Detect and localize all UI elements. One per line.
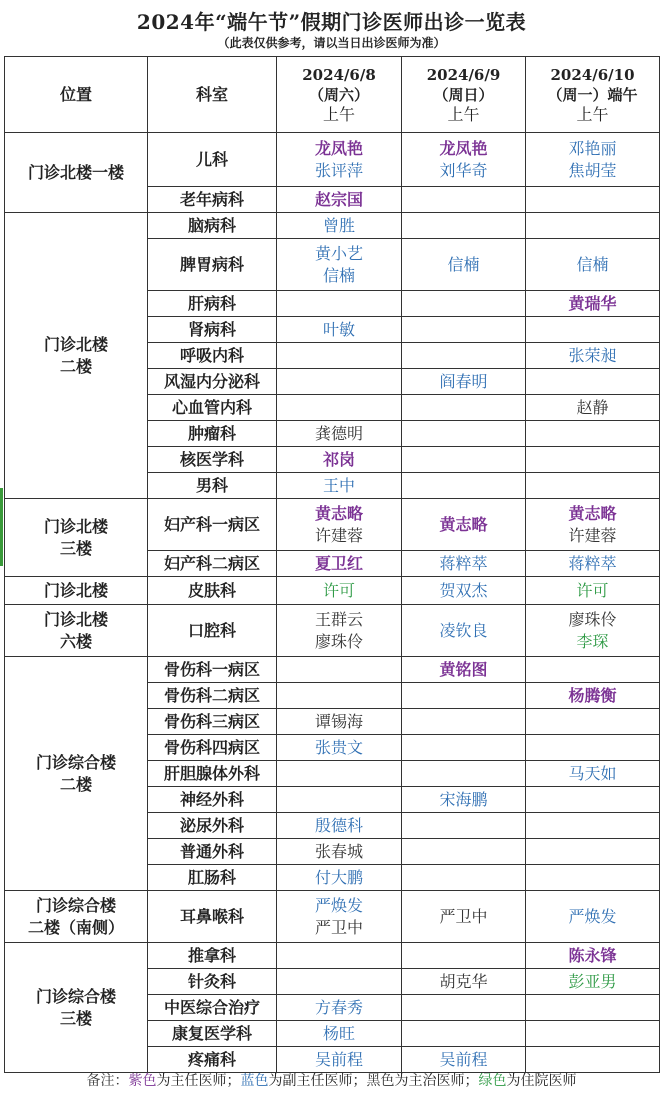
doctor-name: 吴前程 [439,1049,488,1069]
department-cell: 普通外科 [148,839,277,865]
table-row [5,133,660,187]
doctor-cell-day-3 [526,683,660,709]
doctor-cell-day-3 [526,995,660,1021]
doctor-cell-day-2 [402,213,526,239]
department-cell: 针灸科 [148,969,277,995]
legend-black-text: 为主治医师； [394,1073,479,1089]
date-label: 2024/6/10 [550,65,635,84]
doctor-name: 夏卫红 [314,553,363,573]
department-cell: 风湿内分泌科 [148,369,277,395]
location-line: 二楼 [59,356,92,376]
doctor-name: 黄小艺 [314,243,363,263]
doctor-cell-day-3 [526,421,660,447]
department-cell: 脾胃病科 [148,239,277,291]
doctor-cell-day-2 [402,317,526,343]
doctor-name: 焦胡莹 [568,160,617,180]
location-line: 门诊北楼 [43,609,108,629]
location-line: 门诊综合楼 [35,895,116,915]
doctor-name: 黄志略 [314,503,363,523]
department-cell: 儿科 [148,133,277,187]
doctor-cell-day-1 [277,683,402,709]
doctor-name: 信楠 [576,254,609,274]
doctor-cell-day-1 [277,787,402,813]
doctor-cell-day-2 [402,943,526,969]
department-cell: 疼痛科 [148,1047,277,1073]
doctor-cell-day-2 [402,551,526,577]
department-cell: 骨伤科二病区 [148,683,277,709]
doctor-name: 邓艳丽 [568,138,617,158]
doctor-name: 龙凤艳 [314,138,363,158]
color-legend-note [0,1070,663,1090]
doctor-cell-day-2 [402,473,526,499]
table-row [5,605,660,657]
department-cell: 肛肠科 [148,865,277,891]
location-line: 门诊综合楼 [35,986,116,1006]
doctor-cell-day-3 [526,761,660,787]
doctor-name: 严卫中 [439,906,488,926]
doctor-name: 许建蓉 [314,525,363,545]
doctor-name: 黄铭图 [439,659,488,679]
doctor-cell-day-3 [526,813,660,839]
doctor-cell-day-3 [526,1021,660,1047]
doctor-cell-day-2 [402,291,526,317]
legend-blue: 蓝色 [240,1073,269,1089]
legend-purple: 紫色 [128,1073,157,1089]
schedule-table [4,56,660,1073]
doctor-cell-day-1 [277,133,402,187]
doctor-cell-day-2 [402,839,526,865]
doctor-cell-day-2 [402,995,526,1021]
doctor-cell-day-3 [526,343,660,369]
doctor-cell-day-2 [402,865,526,891]
doctor-name: 王中 [322,475,355,495]
doctor-name: 宋海鹏 [439,789,488,809]
department-cell: 妇产科一病区 [148,499,277,551]
location-line: 三楼 [59,1008,92,1028]
location-line: 门诊北楼 [43,580,108,600]
doctor-cell-day-1 [277,499,402,551]
department-cell: 老年病科 [148,187,277,213]
doctor-cell-day-3 [526,943,660,969]
doctor-name: 张贵文 [314,737,363,757]
department-cell: 心血管内科 [148,395,277,421]
doctor-cell-day-1 [277,187,402,213]
department-cell: 泌尿外科 [148,813,277,839]
department-cell: 肝病科 [148,291,277,317]
header-date-1 [277,57,402,133]
location-line: 六楼 [59,631,92,651]
page-title: 2024年“端午节”假期门诊医师出诊一览表 [136,10,527,34]
doctor-cell-day-3 [526,369,660,395]
doctor-cell-day-1 [277,577,402,605]
legend-green-text: 为住院医师 [506,1073,577,1089]
doctor-name: 杨腾衡 [568,685,617,705]
left-edge-marker [0,488,3,566]
department-cell: 肾病科 [148,317,277,343]
doctor-cell-day-1 [277,447,402,473]
weekday-label: （周六） [308,85,369,104]
department-cell: 脑病科 [148,213,277,239]
doctor-name: 叶敏 [322,319,355,339]
doctor-cell-day-1 [277,1047,402,1073]
department-cell: 骨伤科三病区 [148,709,277,735]
table-row [5,657,660,683]
doctor-cell-day-3 [526,1047,660,1073]
department-cell: 耳鼻喉科 [148,891,277,943]
doctor-name: 赵静 [576,397,609,417]
doctor-name: 龙凤艳 [439,138,488,158]
doctor-cell-day-3 [526,839,660,865]
location-cell [5,943,148,1073]
table-row [5,213,660,239]
date-label: 2024/6/9 [426,65,501,84]
doctor-name: 蒋粹萃 [439,553,488,573]
doctor-cell-day-2 [402,499,526,551]
department-cell: 推拿科 [148,943,277,969]
doctor-cell-day-2 [402,969,526,995]
location-line: 二楼 [59,774,92,794]
doctor-cell-day-1 [277,813,402,839]
department-cell: 神经外科 [148,787,277,813]
doctor-cell-day-2 [402,421,526,447]
doctor-name: 廖珠伶 [314,631,363,651]
shift-label: 上午 [322,104,355,124]
doctor-cell-day-3 [526,735,660,761]
doctor-cell-day-3 [526,447,660,473]
legend-prefix: 备注： [86,1073,129,1089]
doctor-cell-day-1 [277,395,402,421]
doctor-cell-day-3 [526,473,660,499]
date-label: 2024/6/8 [302,65,376,84]
location-line: 二楼（南侧） [27,917,124,937]
shift-label: 上午 [447,104,480,124]
doctor-cell-day-3 [526,969,660,995]
department-cell: 骨伤科一病区 [148,657,277,683]
header-department: 科室 [148,57,277,133]
doctor-name: 凌钦良 [439,620,488,640]
location-cell [5,499,148,577]
location-cell [5,577,148,605]
department-cell: 肝胆腺体外科 [148,761,277,787]
doctor-cell-day-3 [526,891,660,943]
table-row [5,577,660,605]
doctor-name: 严焕发 [314,895,363,915]
doctor-cell-day-1 [277,343,402,369]
doctor-name: 严焕发 [568,906,617,926]
doctor-cell-day-2 [402,1047,526,1073]
page-subtitle: （此表仅供参考，请以当日出诊医师为准） [217,36,446,50]
location-line: 门诊北楼 [43,516,108,536]
doctor-name: 刘华奇 [439,160,488,180]
doctor-cell-day-3 [526,291,660,317]
doctor-cell-day-1 [277,369,402,395]
doctor-name: 殷德科 [314,815,363,835]
doctor-cell-day-1 [277,317,402,343]
doctor-cell-day-2 [402,133,526,187]
department-cell: 男科 [148,473,277,499]
doctor-cell-day-3 [526,787,660,813]
location-cell [5,133,148,213]
doctor-cell-day-3 [526,577,660,605]
location-line: 门诊北楼一楼 [27,162,124,182]
location-line: 三楼 [59,538,92,558]
department-cell: 呼吸内科 [148,343,277,369]
table-row [5,499,660,551]
weekday-label: （周日） [433,85,494,104]
doctor-cell-day-2 [402,605,526,657]
doctor-name: 吴前程 [314,1049,363,1069]
legend-blue-text: 为副主任医师； [268,1073,367,1089]
doctor-cell-day-3 [526,605,660,657]
doctor-cell-day-3 [526,657,660,683]
doctor-cell-day-1 [277,1021,402,1047]
doctor-cell-day-2 [402,187,526,213]
location-cell [5,891,148,943]
doctor-cell-day-1 [277,735,402,761]
doctor-cell-day-1 [277,995,402,1021]
doctor-cell-day-1 [277,943,402,969]
doctor-name: 贺双杰 [439,580,488,600]
doctor-name: 李琛 [576,631,609,651]
department-cell: 肿瘤科 [148,421,277,447]
doctor-cell-day-1 [277,969,402,995]
doctor-name: 赵宗国 [314,189,363,209]
doctor-cell-day-2 [402,343,526,369]
doctor-cell-day-1 [277,213,402,239]
doctor-name: 彭亚男 [568,971,617,991]
doctor-cell-day-1 [277,657,402,683]
header-position: 位置 [5,57,148,133]
doctor-cell-day-1 [277,551,402,577]
doctor-cell-day-1 [277,839,402,865]
doctor-name: 方春秀 [314,997,363,1017]
doctor-name: 王群云 [314,609,363,629]
doctor-cell-day-3 [526,865,660,891]
table-row [5,891,660,943]
doctor-name: 祁岗 [322,449,355,469]
doctor-name: 陈永锋 [568,945,617,965]
doctor-name: 蒋粹萃 [568,553,617,573]
doctor-cell-day-2 [402,787,526,813]
location-cell [5,213,148,499]
doctor-name: 阎春明 [439,371,488,391]
header-date-2 [402,57,526,133]
doctor-name: 黄志略 [439,514,488,534]
doctor-name: 胡克华 [439,971,488,991]
location-line: 门诊北楼 [43,334,108,354]
doctor-cell-day-2 [402,813,526,839]
doctor-cell-day-1 [277,473,402,499]
legend-green: 绿色 [478,1073,507,1089]
doctor-cell-day-2 [402,891,526,943]
doctor-name: 廖珠伶 [568,609,617,629]
doctor-cell-day-3 [526,317,660,343]
doctor-name: 信楠 [447,254,480,274]
table-header [5,57,660,133]
doctor-cell-day-1 [277,891,402,943]
doctor-cell-day-1 [277,865,402,891]
location-cell [5,605,148,657]
doctor-name: 黄瑞华 [568,293,617,313]
doctor-cell-day-2 [402,239,526,291]
department-cell: 妇产科二病区 [148,551,277,577]
doctor-cell-day-2 [402,395,526,421]
doctor-cell-day-2 [402,683,526,709]
doctor-cell-day-1 [277,291,402,317]
doctor-cell-day-2 [402,735,526,761]
doctor-cell-day-1 [277,709,402,735]
legend-black: 黑色 [366,1073,395,1089]
doctor-cell-day-3 [526,133,660,187]
doctor-cell-day-2 [402,447,526,473]
doctor-cell-day-3 [526,551,660,577]
doctor-cell-day-3 [526,213,660,239]
doctor-name: 张评萍 [314,160,363,180]
doctor-cell-day-1 [277,239,402,291]
department-cell: 中医综合治疗 [148,995,277,1021]
legend-purple-text: 为主任医师； [156,1073,241,1089]
doctor-name: 许可 [322,580,355,600]
table-row [5,943,660,969]
table-body [5,133,660,1073]
doctor-cell-day-3 [526,499,660,551]
location-cell [5,657,148,891]
doctor-cell-day-1 [277,761,402,787]
doctor-name: 张春城 [314,841,363,861]
department-cell: 康复医学科 [148,1021,277,1047]
doctor-cell-day-1 [277,605,402,657]
doctor-name: 谭锡海 [314,711,363,731]
doctor-name: 严卫中 [314,917,363,937]
shift-label: 上午 [576,104,609,124]
header-date-3 [526,57,660,133]
doctor-name: 龚德明 [314,423,363,443]
weekday-label: （周一）端午 [547,85,638,104]
doctor-cell-day-1 [277,421,402,447]
location-line: 门诊综合楼 [35,752,116,772]
doctor-cell-day-2 [402,577,526,605]
doctor-name: 信楠 [322,265,355,285]
doctor-cell-day-2 [402,1021,526,1047]
doctor-name: 张荣昶 [568,345,617,365]
department-cell: 皮肤科 [148,577,277,605]
doctor-name: 曾胜 [322,215,355,235]
doctor-cell-day-3 [526,395,660,421]
department-cell: 骨伤科四病区 [148,735,277,761]
doctor-cell-day-3 [526,709,660,735]
doctor-name: 付大鹏 [314,867,363,887]
doctor-cell-day-3 [526,187,660,213]
department-cell: 口腔科 [148,605,277,657]
doctor-name: 杨旺 [322,1023,355,1043]
doctor-name: 黄志略 [568,503,617,523]
doctor-cell-day-3 [526,239,660,291]
doctor-cell-day-2 [402,369,526,395]
doctor-cell-day-2 [402,761,526,787]
doctor-name: 许建蓉 [568,525,617,545]
doctor-name: 许可 [576,580,609,600]
doctor-cell-day-2 [402,657,526,683]
department-cell: 核医学科 [148,447,277,473]
doctor-name: 马天如 [568,763,617,783]
doctor-cell-day-2 [402,709,526,735]
